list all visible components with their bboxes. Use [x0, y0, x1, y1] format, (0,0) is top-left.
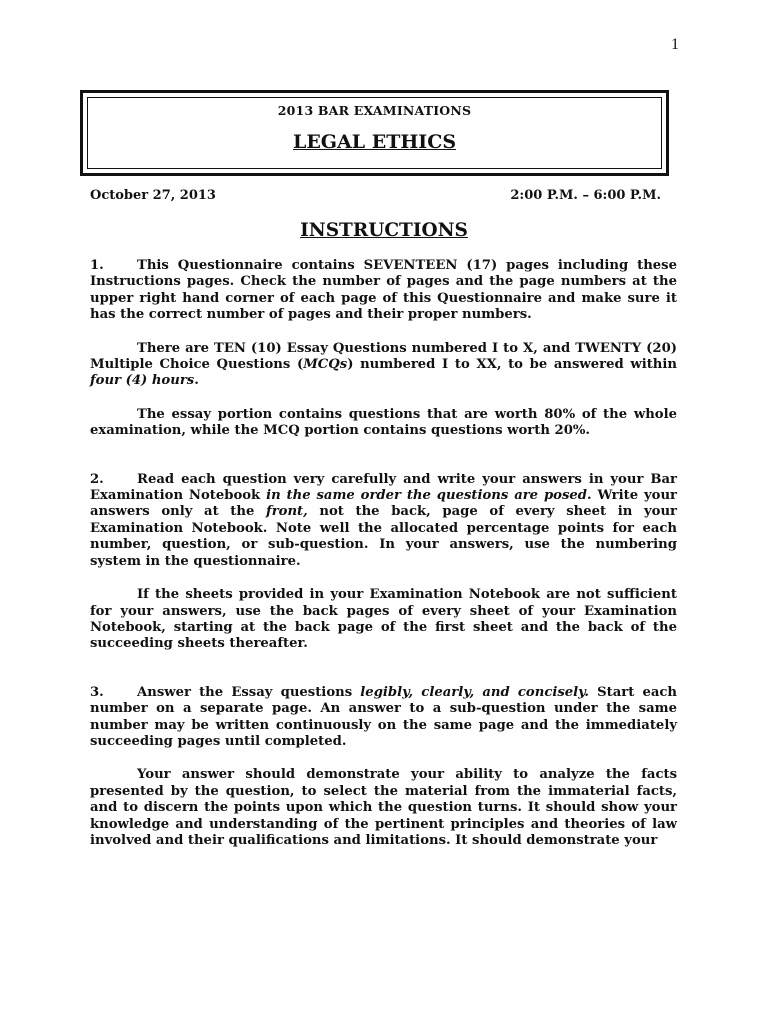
emphasis-text: MCQs	[303, 357, 348, 373]
paragraph-text: This Questionnaire contains SEVENTEEN (17) pages including these Instructions pages. Check the number of pages and the page numbers at the upper right hand corner of each page of this Questionnaire and make sure it has the correct number of pages and their proper numbers.	[90, 258, 677, 323]
paragraph-text: Write your answers only at the	[90, 488, 677, 520]
question-count-paragraph	[90, 341, 677, 390]
instructions-body	[90, 258, 677, 866]
paragraph-text: ) numbered I to XX, to be answered within	[347, 357, 677, 373]
paragraph-text: There are TEN (10) Essay Questions numbered I to X, and TWENTY (20) Multiple Choice Questions (	[90, 340, 677, 373]
date-time-row	[90, 188, 661, 203]
paragraph-text: not the back, page of every sheet in your Examination Notebook. Note well the allocated percentage points for each number, question, or sub-question. In your answers, use the numbering system in the questionnaire.	[90, 504, 677, 569]
notebook-sheets-paragraph: If the sheets provided in your Examination Notebook are not sufficient for your answers, use the back pages of every sheet of your Examination Notebook, starting at the back page of the first sheet and the back of the succeeding sheets thereafter.	[90, 587, 677, 652]
instruction-3-paragraph	[90, 685, 677, 751]
instruction-1-paragraph	[90, 258, 677, 324]
item-number: 1.	[90, 258, 104, 273]
instructions-heading: INSTRUCTIONS	[300, 220, 468, 241]
emphasis-text: legibly, clearly, and concisely.	[360, 684, 589, 700]
emphasis-text: four (4) hours	[90, 373, 195, 389]
exam-title: 2013 BAR EXAMINATIONS	[277, 103, 472, 118]
subject-title: LEGAL ETHICS	[292, 131, 457, 153]
instruction-2-paragraph	[90, 472, 677, 570]
paragraph-text: Start each number on a separate page. An answer to a sub-question under the same number may be written continuously on the same page and the immediately succeeding pages until completed.	[90, 684, 678, 749]
paragraph-text: Answer the Essay questions	[137, 684, 361, 700]
item-number: 3.	[90, 684, 104, 700]
item-number: 2.	[90, 471, 104, 487]
exam-date: October 27, 2013	[90, 188, 216, 203]
title-box-inner	[87, 97, 662, 169]
emphasis-text: front,	[266, 504, 308, 520]
page-number: 1	[671, 36, 679, 53]
answer-quality-paragraph: Your answer should demonstrate your ability to analyze the facts presented by the question, to select the material from the immaterial facts, and to discern the points upon which the question turns. It should show your knowledge and understanding of the pertinent principles and theories of law involved and their qualifications and limitations. It should demonstrate your	[90, 767, 677, 848]
paragraph-text: Read each question very carefully and write your answers in your Bar Examination Notebook	[90, 471, 677, 504]
exam-time: 2:00 P.M. – 6:00 P.M.	[510, 188, 661, 203]
paragraph-text: .	[194, 373, 199, 389]
title-box	[80, 90, 669, 176]
emphasis-text: in the same order the questions are posed.	[266, 488, 592, 504]
weighting-paragraph: The essay portion contains questions that are worth 80% of the whole examination, while the MCQ portion contains questions worth 20%.	[90, 406, 677, 439]
